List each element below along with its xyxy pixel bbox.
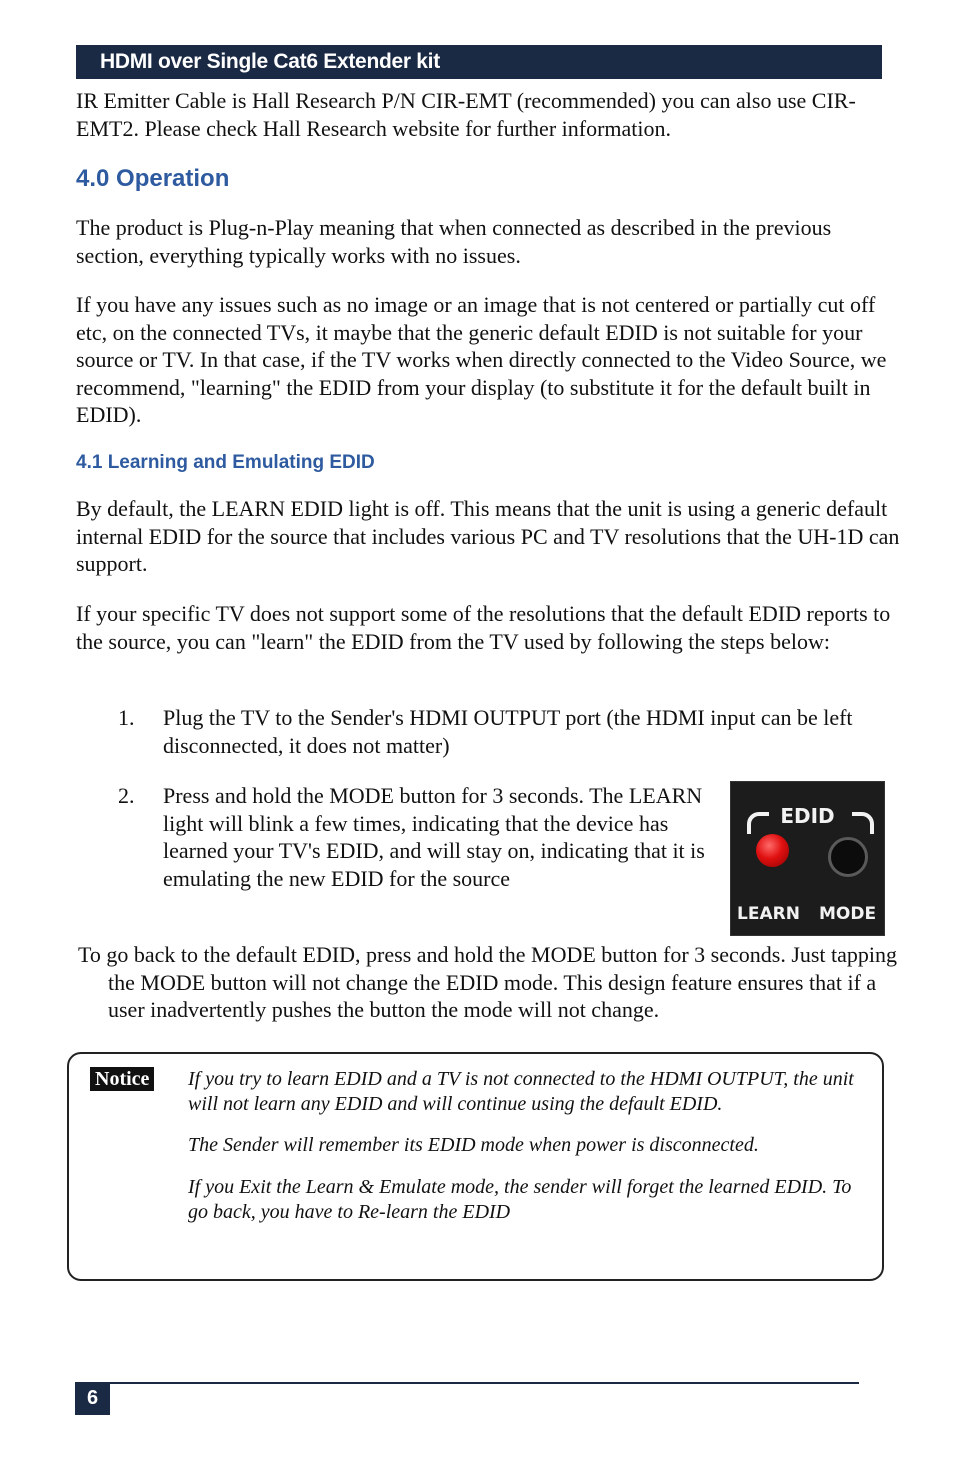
learning-paragraph-1: By default, the LEARN EDID light is off. This means that the unit is using a generic default internal EDID for the source that includes various PC and TV resolutions that the UH-1D can support. [76, 496, 900, 576]
operation-paragraph-2: If you have any issues such as no image or an image that is not centered or partially cut off etc, on the connected TVs, it maybe that the generic default EDID is not suitable for your source or TV. In that case, if the TV works when directly connected to the Video Source, we recommend, "learning" the EDID from your display (to substitute it for the default built in EDID). [76, 292, 887, 427]
step-text: Press and hold the MODE button for 3 seconds. The LEARN light will blink a few times, indicating that the device has learned your TV's EDID, and will stay on, indicating that it is emulating the new EDID for the source [163, 783, 705, 891]
step-number: 1. [118, 705, 135, 730]
mode-label: MODE [819, 904, 877, 924]
footer-rule [76, 1382, 859, 1384]
page-header: HDMI over Single Cat6 Extender kit [76, 45, 882, 79]
intro-paragraph: IR Emitter Cable is Hall Research P/N CIR-EMT (recommended) you can also use CIR-EMT2. Please check Hall Research website for further information. [76, 88, 856, 141]
notice-badge: Notice [90, 1067, 154, 1091]
section-heading-operation: 4.0 Operation [76, 165, 230, 192]
notice-item: If you Exit the Learn & Emulate mode, the sender will forget the learned EDID. To go back, you have to Re-learn the EDID [188, 1176, 852, 1223]
return-default-paragraph [78, 941, 904, 1024]
section-heading-learning-edid: 4.1 Learning and Emulating EDID [76, 452, 375, 473]
mode-button-icon [828, 837, 868, 877]
notice-item: The Sender will remember its EDID mode when power is disconnected. [188, 1134, 759, 1156]
edid-panel-photo [730, 781, 885, 936]
page-number: 6 [75, 1382, 110, 1415]
bracket-right-icon [852, 812, 874, 834]
learn-label: LEARN [737, 904, 800, 924]
return-default-text: To go back to the default EDID, press and hold the MODE button for 3 seconds. Just tapping the MODE button will not change the EDID mode. This design feature ensures that if a user inadvertently pushes the button the mode will not change. [78, 942, 898, 1022]
step-text: Plug the TV to the Sender's HDMI OUTPUT port (the HDMI input can be left disconnected, it does not matter) [163, 705, 853, 758]
notice-item: If you try to learn EDID and a TV is not connected to the HDMI OUTPUT, the unit will not learn any EDID and will continue using the default EDID. [188, 1068, 854, 1115]
step-number: 2. [118, 783, 135, 808]
learning-paragraph-2: If your specific TV does not support some of the resolutions that the default EDID reports to the source, you can "learn" the EDID from the TV used by following the steps below: [76, 601, 891, 654]
edid-panel-title: EDID [780, 804, 835, 828]
operation-paragraph-1: The product is Plug-n-Play meaning that when connected as described in the previous section, everything typically works with no issues. [76, 215, 832, 268]
learn-led-icon [756, 834, 789, 867]
